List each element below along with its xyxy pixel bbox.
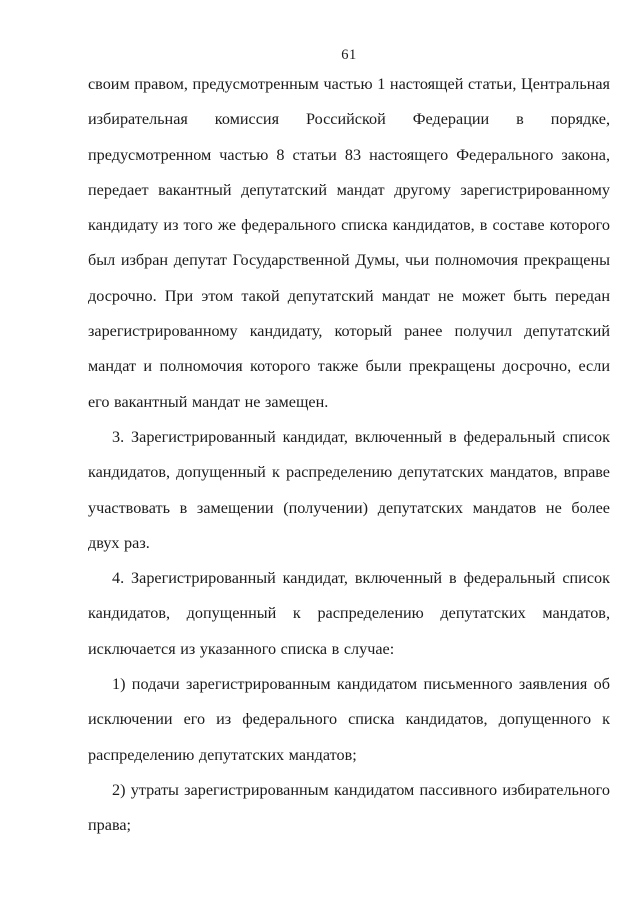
paragraph-item-4: 4. Зарегистрированный кандидат, включенный в федеральный список кандидатов, допущенный к распределению депутатских мандатов, исключается из указанного списка в случае: [88, 569, 610, 658]
page-content [88, 0, 610, 844]
page-number: 61 [341, 47, 357, 63]
paragraph-item-3: 3. Зарегистрированный кандидат, включенный в федеральный список кандидатов, допущенный к распределению депутатских мандатов, вправе участвовать в замещении (получении) депутатских мандатов не более двух раз. [88, 427, 610, 552]
paragraph-subitem-1: 1) подачи зарегистрированным кандидатом письменного заявления об исключении его из федерального списка кандидатов, допущенного к распределению депутатских мандатов; [88, 675, 610, 764]
body-text [88, 67, 610, 844]
paragraph-continuation: своим правом, предусмотренным частью 1 настоящей статьи, Центральная избирательная комиссия Российской Федерации в порядке, предусмотренном частью 8 статьи 83 настоящего Федерального закона, передает вакантный депутатский мандат другому зарегистрированному кандидату из того же федерального списка кандидатов, в составе которого был избран депутат Государственной Думы, чьи полномочия прекращены досрочно. При этом такой депутатский мандат не может быть передан зарегистрированному кандидату, который ранее получил депутатский мандат и полномочия которого также были прекращены досрочно, если его вакантный мандат не замещен. [88, 75, 610, 411]
paragraph-subitem-2: 2) утраты зарегистрированным кандидатом пассивного избирательного права; [88, 780, 610, 835]
